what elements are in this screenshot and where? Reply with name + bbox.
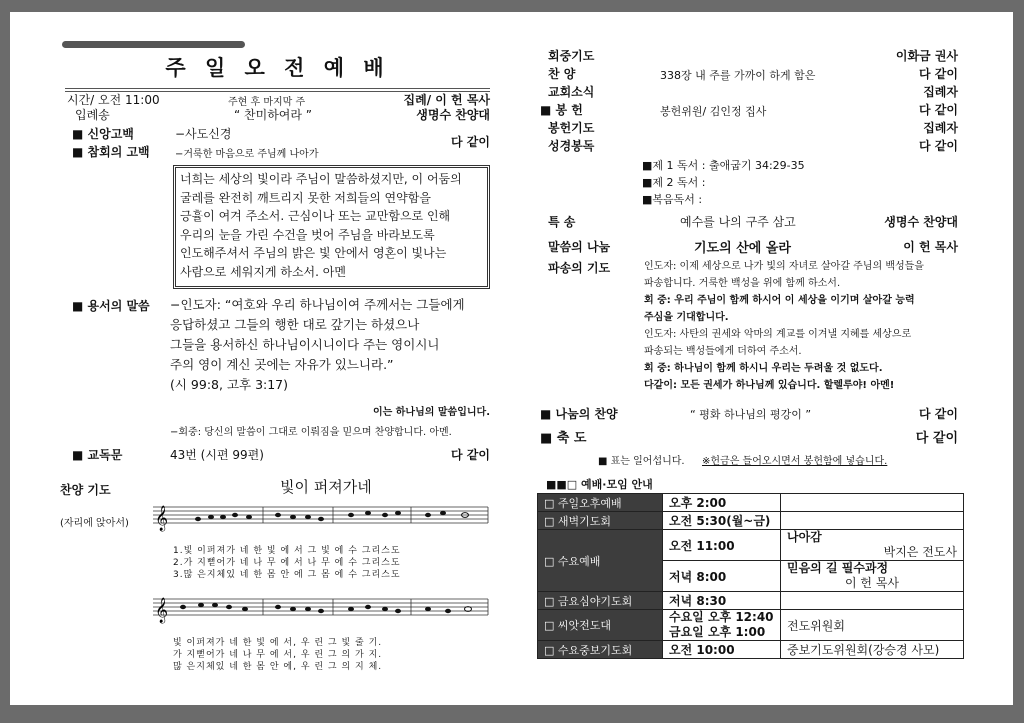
lyric-line: 3.많 은지체있 네 한 몸 안 에 그 몸 에 수 그리스도 xyxy=(173,570,401,580)
special-song-choir: 생명수 찬양대 xyxy=(884,215,958,229)
pardon-response: −회중: 당신의 말씀이 그대로 이뤄짐을 믿으며 찬양합니다. 아멘. xyxy=(170,427,452,438)
lyric-line: 2.가 지뻗어가 네 나 무 에 서 나 무 에 수 그리스도 xyxy=(173,558,401,568)
schedule-note-line: 믿음의 길 필수과정 xyxy=(787,561,889,575)
schedule-time xyxy=(663,610,781,641)
confession-line: 인도해주셔서 주님의 밝은 빛 안에서 영혼이 빛나는 xyxy=(180,246,447,260)
pardon-line: −인도자: “여호와 우리 하나님이여 주께서는 그들에게 xyxy=(170,297,465,312)
benediction-label: ■ 축 도 xyxy=(540,431,587,446)
treble-clef-icon: 𝄞 xyxy=(155,506,169,531)
order-item-label: 성경봉독 xyxy=(548,139,595,153)
schedule-time: 저녁 8:30 xyxy=(663,592,781,610)
order-item-leader: 다 같이 xyxy=(919,103,958,117)
table-row xyxy=(538,641,964,659)
order-item-label: 봉헌기도 xyxy=(548,121,595,135)
table-row xyxy=(538,530,964,561)
pardon-text xyxy=(170,295,495,395)
schedule-time: 오전 5:30(월~금) xyxy=(663,512,781,530)
reading-1: ■제 1 독서 : 출애굽기 34:29-35 xyxy=(642,159,805,172)
staff-2-notes xyxy=(180,603,472,613)
confession-line: 너희는 세상의 빛이라 주님이 말씀하셨지만, 이 어둠의 xyxy=(180,172,462,186)
schedule-time: 저녁 8:00 xyxy=(663,561,781,592)
confession-intro: −거룩한 마음으로 주님께 나아가 xyxy=(175,149,319,160)
confession-line: 사람으로 세워지게 하소서. 아멘 xyxy=(180,264,346,279)
schedule-name: □ 씨앗전도대 xyxy=(538,610,663,641)
bulletin-sheet xyxy=(10,12,1013,705)
order-item-label: ■ 봉 헌 xyxy=(540,103,583,117)
confession-label: ■ 참회의 고백 xyxy=(72,145,150,159)
benediction-together: 다 같이 xyxy=(915,431,958,446)
confession-line: 굴레를 완전히 깨트리지 못한 저희들의 연약함을 xyxy=(180,190,431,205)
closing-hymn-label: ■ 나눔의 찬양 xyxy=(540,407,618,421)
prayer-song-title: 빛이 퍼져가네 xyxy=(280,478,372,496)
schedule-title: ■■□ 예배·모임 안내 xyxy=(546,478,653,491)
entrance-choir: 생명수 찬양대 xyxy=(416,108,490,122)
schedule-name: □ 주일오후예배 xyxy=(538,494,663,512)
reading-2: ■제 2 독서 : xyxy=(642,176,706,189)
litany-line: 주심을 기대합니다. xyxy=(644,312,729,323)
reading-label: ■ 교독문 xyxy=(72,448,123,462)
staff-1-notes xyxy=(195,511,469,521)
schedule-name: □ 새벽기도회 xyxy=(538,512,663,530)
schedule-note xyxy=(781,592,964,610)
closing-hymn-title: “ 평화 하나님의 평강이 ” xyxy=(690,408,812,421)
litany-line: 파송합니다. 거룩한 백성을 위에 함께 하소서. xyxy=(644,278,841,289)
confession-line: 우리의 눈을 가린 수건을 벗어 주님을 바라보도록 xyxy=(180,227,435,242)
table-row xyxy=(538,512,964,530)
notice-offering: ※헌금은 들어오시면서 봉헌함에 넣습니다. xyxy=(702,456,888,467)
pardon-label: ■ 용서의 말씀 xyxy=(72,299,150,313)
order-item-leader: 다 같이 xyxy=(919,67,958,81)
table-row xyxy=(538,494,964,512)
table-row xyxy=(538,592,964,610)
schedule-time: 오전 11:00 xyxy=(663,530,781,561)
schedule-note xyxy=(781,530,964,561)
schedule-name: □ 금요심야기도회 xyxy=(538,592,663,610)
schedule-name: □ 수요예배 xyxy=(538,530,663,592)
lyric-line: 많 은지체있 네 한 몸 안 에, 우 린 그 의 지 체. xyxy=(173,662,383,672)
schedule-note-line: 이 헌 목사 xyxy=(845,576,899,590)
pardon-line: 주의 영이 계신 곳에는 자유가 있느니라.” xyxy=(170,357,394,372)
closing-hymn-together: 다 같이 xyxy=(919,407,958,421)
confession-line: 긍휼이 여겨 주소서. 근심이나 또는 교만함으로 인해 xyxy=(180,209,451,223)
creed-value: −사도신경 xyxy=(175,127,232,141)
order-item-detail: 338장 내 주를 가까이 하게 함은 xyxy=(660,69,816,82)
pardon-ending: 이는 하나님의 말씀입니다. xyxy=(372,407,490,418)
entrance-label: 입례송 xyxy=(75,108,110,122)
schedule-note xyxy=(781,512,964,530)
lyric-line: 가 지뻗어가 네 나 무 에 서, 우 린 그 의 가 지. xyxy=(173,650,383,660)
order-item-leader: 이화금 권사 xyxy=(895,49,958,63)
reading-value: 43번 (시편 99편) xyxy=(170,448,264,462)
order-item-label: 교회소식 xyxy=(548,85,595,99)
litany-line: 파송되는 백성들에게 더하여 주소서. xyxy=(644,346,802,357)
lyric-line: 빛 이퍼져가 네 한 빛 에 서, 우 린 그 빛 줄 기. xyxy=(173,638,383,648)
officiant: 집례/ 이 헌 목사 xyxy=(403,93,490,107)
special-song-label: 특 송 xyxy=(548,215,576,229)
order-item-leader: 집례자 xyxy=(923,85,958,99)
schedule-note xyxy=(781,494,964,512)
pardon-line: 그들을 용서하신 하나님이시니이다 주는 영이시니 xyxy=(170,337,440,352)
order-item-label: 회중기도 xyxy=(548,49,595,63)
prayer-song-note: (자리에 앉아서) xyxy=(60,518,129,529)
lyric-line: 1.빛 이퍼져가 네 한 빛 에 서 그 빛 에 수 그리스도 xyxy=(173,546,401,556)
schedule-name: □ 수요중보기도회 xyxy=(538,641,663,659)
litany-line: 인도자: 사탄의 권세와 악마의 계교를 이겨낼 지혜를 세상으로 xyxy=(644,329,912,340)
sending-litany xyxy=(644,258,924,394)
schedule-time-line: 금요일 오후 1:00 xyxy=(669,625,766,639)
litany-line: 인도자: 이제 세상으로 나가 빛의 자녀로 살아갈 주님의 백성들을 xyxy=(644,261,924,272)
schedule-time-line: 수요일 오후 12:40 xyxy=(669,610,774,624)
liturgical-week: 주현 후 마지막 주 xyxy=(228,97,306,108)
creed-label: ■ 신앙고백 xyxy=(72,127,134,141)
sending-prayer-label: 파송의 기도 xyxy=(548,261,611,275)
page-title: 주 일 오 전 예 배 xyxy=(165,56,390,80)
sermon-speaker: 이 헌 목사 xyxy=(903,240,958,254)
order-item-leader: 집례자 xyxy=(923,121,958,135)
notice-standing: ■ 표는 일어섭니다. xyxy=(598,456,685,467)
schedule-table xyxy=(537,493,964,659)
treble-clef-icon: 𝄞 xyxy=(155,598,169,623)
reading-together: 다 같이 xyxy=(451,448,490,462)
table-row xyxy=(538,610,964,641)
pardon-line: 응답하셨고 그들의 행한 대로 갚기는 하셨으나 xyxy=(170,317,420,332)
schedule-note: 전도위원회 xyxy=(781,610,964,641)
schedule-note xyxy=(781,561,964,592)
litany-line: 다같이: 모든 권세가 하나님께 있습니다. 할렐루야! 아멘! xyxy=(644,380,895,391)
order-item-detail: 봉헌위원/ 김인정 집사 xyxy=(660,105,767,118)
litany-line: 회 중: 하나님이 함께 하시니 우리는 두려울 것 없도다. xyxy=(644,363,883,374)
schedule-note: 중보기도위원회(강승경 사모) xyxy=(781,641,964,659)
schedule-time: 오전 10:00 xyxy=(663,641,781,659)
confession-prayer-box xyxy=(173,165,490,289)
prayer-song-label: 찬양 기도 xyxy=(60,483,111,497)
order-item-label: 찬 양 xyxy=(548,67,576,81)
sermon-title: 기도의 산에 올라 xyxy=(694,241,791,256)
entrance-song: “ 찬미하여라 ” xyxy=(234,108,313,122)
schedule-note-line: 나아감 xyxy=(787,530,822,544)
order-item-leader: 다 같이 xyxy=(919,139,958,153)
reading-gospel: ■복음독서 : xyxy=(642,193,703,206)
creed-together: 다 같이 xyxy=(451,135,490,149)
litany-line: 회 중: 우리 주님이 함께 하시어 이 세상을 이기며 살아갈 능력 xyxy=(644,295,915,306)
service-time: 시간/ 오전 11:00 xyxy=(67,93,160,107)
schedule-note-line: 박지은 전도사 xyxy=(883,545,957,559)
sermon-label: 말씀의 나눔 xyxy=(548,240,611,254)
pardon-line: (시 99:8, 고후 3:17) xyxy=(170,377,289,392)
decorative-bar xyxy=(62,41,245,48)
special-song-title: 예수를 나의 구주 삼고 xyxy=(680,215,796,229)
schedule-time: 오후 2:00 xyxy=(663,494,781,512)
